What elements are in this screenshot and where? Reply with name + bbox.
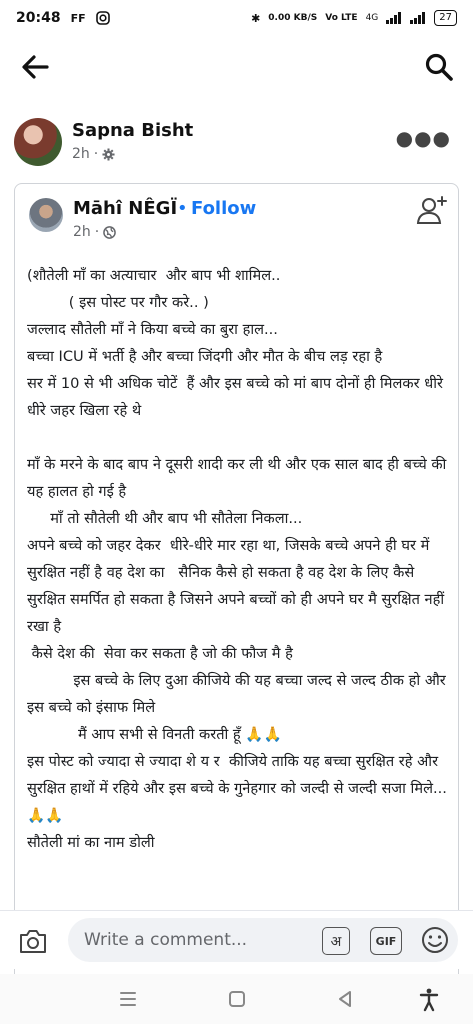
meta-separator: · [93,146,99,162]
recent-apps-icon[interactable] [115,986,141,1012]
shared-post-text: (शौतेली माँ का अत्याचार और बाप भी शामिल.. ( इस पोस्ट पर गौर करे.. ) जल्लाद सौतेली माँ ने किया बच्चे का बुरा हाल... बच्चा ICU में भर्ती है और बच्चा जिंदगी और मौत के बीच लड़ रहा है सर में 10 से भी अधिक चोटें हैं और इस बच्चे को मां बाप दोनों ही मिलकर धीरे धीरे जहर खिला रहे थे माँ के मरने के बाद बाप ने दूसरी शादी कर ली थी और एक साल बाद ही बच्चे की यह हालत हो गई है माँ तो सौतेली थी और बाप भी सौतेला निकला... अपने बच्चे को जहर देकर धीरे-धीरे मार रहा था, जिसके बच्चे अपने ही घर में सुरक्षित नहीं है वह देश का सैनिक कैसे हो सकता है वह देश के लिए कैसे सुरक्षित समर्पित हो सकता है जिसने अपने बच्चों को ही अपने घर मै सुरक्षित नहीं रखा है कैसे देश की सेवा कर सकता है जो की फौज मै है इस बच्चे के लिए दुआ कीजिये की यह बच्चा जल्द से जल्द ठीक हो और इस बच्चे को इंसाफ मिले मैं आप सभी से विनती करती हूँ 🙏🙏 इस पोस्ट को ज्यादा से ज्यादा शे य र कीजिये ताकि यह बच्चा सुरक्षित रहे और सुरक्षित हाथों में रहिये और इस बच्चे के गुनेहगार को जल्दी से जल्दी सजा मिले...🙏🙏 सौतेली मां का नाम डोली [27,267,447,851]
gear-icon [102,148,115,161]
accessibility-icon[interactable] [416,986,442,1012]
comment-input[interactable] [68,918,458,962]
post-header [14,116,459,172]
search-icon[interactable] [424,52,454,82]
add-friend-icon[interactable] [416,194,448,226]
gif-button[interactable]: GIF [370,927,402,955]
home-icon[interactable] [224,986,250,1012]
post-meta [72,146,115,162]
top-bar [0,40,473,92]
shared-post-time: 2h [73,224,91,240]
status-bar [0,0,473,36]
status-right [251,10,457,26]
follow-button[interactable]: Follow [191,198,257,219]
net-speed: 0.00 KB/S [268,13,318,23]
bluetooth-icon: ✱ [251,11,261,25]
avatar[interactable] [14,118,62,166]
comment-placeholder: Write a comment... [84,930,248,950]
back-arrow-icon[interactable] [20,52,50,82]
camera-icon[interactable] [18,927,48,955]
shared-author-avatar[interactable] [29,198,63,232]
follow-separator: • [177,198,188,219]
status-time: 20:48 [16,10,61,26]
status-left [16,10,110,26]
battery-icon: 27 [434,10,457,26]
comment-bar [0,910,473,969]
globe-icon [103,226,116,239]
more-options-icon[interactable]: ●●● [395,126,451,150]
app-indicator: FF [70,11,86,25]
lte-label: Vo LTE [325,13,358,23]
back-nav-icon[interactable] [332,986,358,1012]
shared-post-meta [73,224,116,240]
instagram-icon [96,11,110,25]
shared-post-card [14,183,459,983]
meta-separator: · [94,224,100,240]
post-time: 2h [72,146,90,162]
system-nav-bar [0,974,473,1024]
signal-icon-2 [410,12,426,24]
emoji-icon[interactable] [420,925,450,955]
signal-icon [386,12,402,24]
hindi-keyboard-button[interactable]: अ [322,927,350,955]
shared-author-name[interactable]: Māhî NÊGÏ [73,198,178,219]
signal-label: 4G [365,13,379,23]
post-author-name[interactable]: Sapna Bisht [72,120,194,141]
